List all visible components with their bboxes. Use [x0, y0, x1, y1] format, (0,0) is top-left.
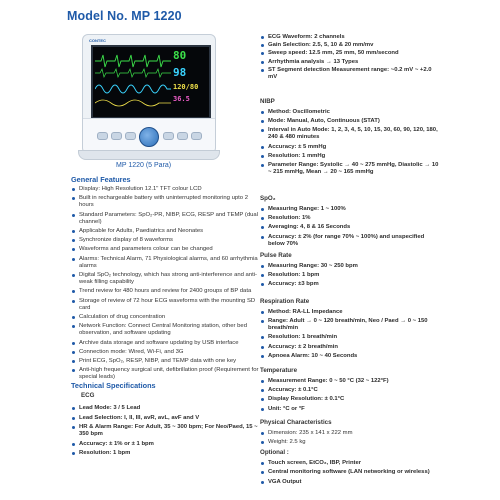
spec-item: Averaging: 4, 8 & 16 Seconds — [260, 224, 440, 231]
feature-item: Standard Parameters: SpO₂-PR, NIBP, ECG, RESP and TEMP (dual channel) — [71, 212, 261, 226]
nibp-spec-list — [260, 109, 440, 176]
spec-item: Measurement Range: 0 ~ 50 °C (32 ~ 122°F) — [260, 378, 440, 385]
spec-item: Resolution: 1 bpm — [71, 450, 261, 457]
ecg-spec-list — [71, 405, 261, 460]
spec-item: Central monitoring software (LAN networking or wireless) — [260, 469, 440, 476]
control-panel — [83, 118, 215, 153]
spec-item: VGA Output — [260, 479, 440, 486]
spec-item: Lead Mode: 3 / 5 Lead — [71, 405, 261, 412]
pulse-rate-heading: Pulse Rate — [260, 252, 292, 259]
panel-button — [177, 132, 188, 140]
spec-item: Dimension: 235 x 141 x 222 mm — [260, 430, 440, 437]
spec-item: ECG Waveform: 2 channels — [260, 34, 440, 41]
spec-item: Accuracy: ±3 bpm — [260, 281, 440, 288]
monitor-screen — [91, 45, 211, 119]
pulse-rate-spec-list — [260, 263, 440, 288]
spec-item: Gain Selection: 2.5, 5, 10 & 20 mm/mv — [260, 42, 440, 49]
spec-item: Display Resolution: ± 0.1°C — [260, 396, 440, 403]
spo2-section — [260, 195, 440, 250]
panel-button — [97, 132, 108, 140]
general-features-list — [71, 186, 261, 384]
technical-specifications-heading: Technical Specifications — [71, 381, 156, 390]
general-features-heading: General Features — [71, 175, 131, 184]
spo2-spec-list — [260, 206, 440, 248]
spec-item: Interval in Auto Mode: 1, 2, 3, 4, 5, 10, 15, 30, 60, 90, 120, 180, 240 & 480 minutes — [260, 127, 440, 141]
feature-item: Trend review for 480 hours and review for 2400 groups of BP data — [71, 288, 261, 295]
spec-item: ST Segment detection Measurement range: ~0.2 mV ~ +2.0 mV — [260, 67, 440, 81]
feature-item: Synchronize display of 8 waveforms — [71, 237, 261, 244]
spec-item: Accuracy: ± 2 breath/min — [260, 344, 440, 351]
panel-button — [191, 132, 202, 140]
feature-item: Applicable for Adults, Paediatrics and Neonates — [71, 228, 261, 235]
spec-item: Method: RA-LL Impedance — [260, 309, 440, 316]
ecg-subheading: ECG — [81, 392, 95, 399]
feature-item: Built in rechargeable battery with uninterrupted monitoring upto 2 hours — [71, 195, 261, 209]
spec-item: Lead Selection: I, II, III, avR, avL, avF and V — [71, 415, 261, 422]
feature-item: Print ECG, SpO₂, RESP, NIBP, and TEMP data with one key — [71, 358, 261, 365]
spec-item: Resolution: 1% — [260, 215, 440, 222]
respiration-section — [260, 298, 440, 362]
spec-item: Accuracy: ± 1% or ± 1 bpm — [71, 441, 261, 448]
physical-section — [260, 419, 440, 488]
optional-items-list — [260, 460, 440, 485]
feature-item: Connection mode: Wired, Wi-Fi, and 3G — [71, 349, 261, 356]
spec-item: Accuracy: ± 0.1°C — [260, 387, 440, 394]
spec-item: Mode: Manual, Auto, Continuous (STAT) — [260, 118, 440, 125]
image-caption: MP 1220 (5 Para) — [116, 162, 172, 169]
physical-spec-list — [260, 430, 440, 446]
spec-item: Arrhythmia analysis → 13 Types — [260, 59, 440, 66]
spo2-heading: SpO₂ — [260, 195, 276, 202]
feature-item: Storage of review of 72 hour ECG waveforms with the mounting SD card — [71, 298, 261, 312]
spec-item: Sweep speed: 12.5 mm, 25 mm, 50 mm/second — [260, 50, 440, 57]
panel-button — [163, 132, 174, 140]
pulse-rate-section — [260, 252, 440, 291]
spec-item: Accuracy: ± 5 mmHg — [260, 144, 440, 151]
rotary-knob-icon — [139, 127, 159, 147]
spec-item: Resolution: 1 breath/min — [260, 334, 440, 341]
spec-item: Measuring Range: 30 ~ 250 bpm — [260, 263, 440, 270]
temperature-section — [260, 367, 440, 415]
heart-rate-value: 80 — [173, 49, 187, 62]
temperature-spec-list — [260, 378, 440, 413]
spec-item: Resolution: 1 bpm — [260, 272, 440, 279]
spec-item: Range: Adult → 0 ~ 120 breath/min, Neo / Paed → 0 ~ 150 breath/min — [260, 318, 440, 332]
nibp-heading: NIBP — [260, 98, 275, 105]
spo2-value: 98 — [173, 66, 187, 79]
waveforms-graphic — [95, 51, 171, 113]
spec-item: Unit: °C or °F — [260, 406, 440, 413]
panel-button — [125, 132, 136, 140]
temperature-heading: Temperature — [260, 367, 298, 374]
panel-button — [111, 132, 122, 140]
nibp-value: 120/80 — [173, 83, 199, 91]
feature-item: Alarms: Technical Alarm, 71 Physiological alarms, and 60 arrhythmia alarms — [71, 256, 261, 270]
respiration-spec-list — [260, 309, 440, 360]
spec-item: Parameter Range: Systolic → 40 ~ 275 mmHg, Diastolic → 10 ~ 215 mmHg, Mean → 20 ~ 165 mmHg — [260, 162, 440, 176]
feature-item: Display: High Resolution 12.1" TFT colour LCD — [71, 186, 261, 193]
feature-item: Archive data storage and software updating by USB interface — [71, 340, 261, 347]
physical-heading: Physical Characteristics — [260, 419, 332, 426]
feature-item: Calculation of drug concentration — [71, 314, 261, 321]
feature-item: Digital SpO₂ technology, which has strong anti-interference and anti-weak filling capability — [71, 272, 261, 286]
spec-item: Measuring Range: 1 ~ 100% — [260, 206, 440, 213]
spec-item: Accuracy: ± 2% (for range 70% ~ 100%) and unspecified below 70% — [260, 234, 440, 248]
brand-logo: CONTEC — [89, 38, 106, 43]
feature-item: Network Function: Connect Central Monitoring station, other bed observation, and software updating — [71, 323, 261, 337]
spec-item: Touch screen, EtCO₂, IBP, Printer — [260, 460, 440, 467]
feature-item: Waveforms and parameters colour can be changed — [71, 246, 261, 253]
spec-item: Method: Oscillometric — [260, 109, 440, 116]
optional-heading: Optional : — [260, 449, 289, 457]
feature-item: Anti-high frequency surgical unit, defibrillation proof (Requirement for special leads) — [71, 367, 261, 381]
nibp-section — [260, 98, 440, 178]
spec-item: Apnoea Alarm: 10 ~ 40 Seconds — [260, 353, 440, 360]
page-title: Model No. MP 1220 — [67, 9, 182, 23]
vital-readouts — [173, 50, 207, 103]
spec-item: Weight: 2.5 kg — [260, 439, 440, 446]
spec-item: HR & Alarm Range: For Adult, 35 ~ 300 bpm; For Neo/Paed, 15 ~ 350 bpm — [71, 424, 261, 438]
ecg-spec-list-continued — [260, 34, 440, 82]
respiration-heading: Respiration Rate — [260, 298, 310, 305]
monitor-stand — [78, 150, 220, 160]
temperature-value: 36.5 — [173, 95, 190, 103]
spec-item: Resolution: 1 mmHg — [260, 153, 440, 160]
patient-monitor-image — [82, 34, 216, 154]
